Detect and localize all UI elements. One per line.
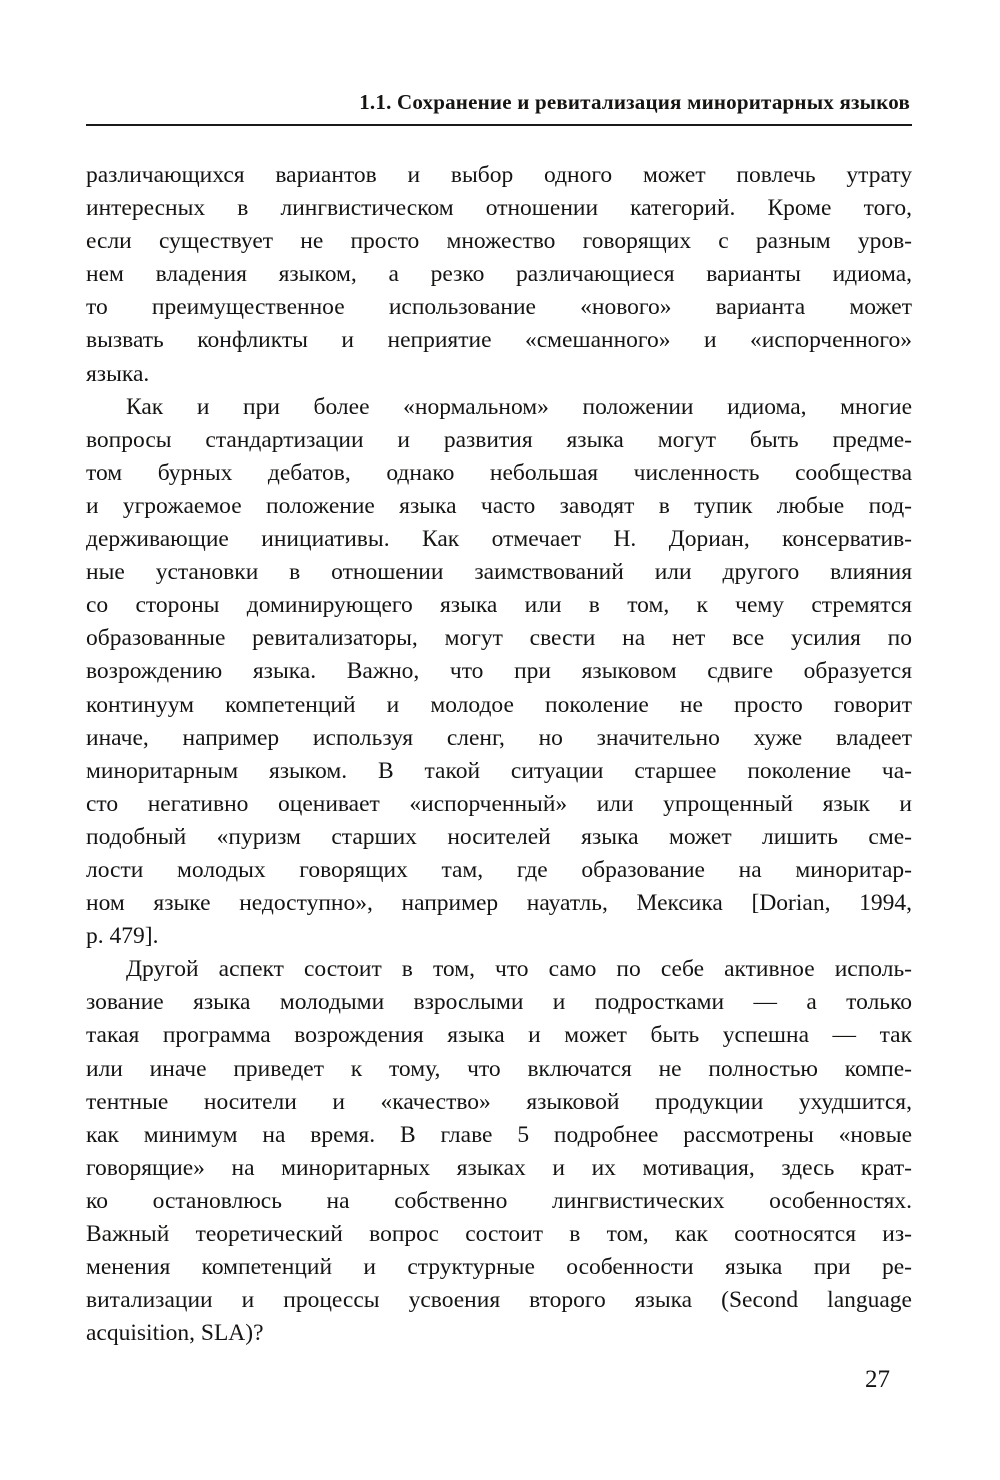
text-line: p. 479]. (86, 923, 159, 950)
text-line: менения компетенций и структурные особенности языка при ре- (86, 1254, 912, 1281)
text-line: различающихся вариантов и выбор одного может повлечь утрату (86, 162, 912, 188)
text-line: тентные носители и «качество» языковой продукции ухудшится, (86, 1088, 912, 1115)
text-line: и угрожаемое положение языка часто заводят в тупик любые под- (86, 492, 912, 519)
text-line: подобный «пуризм старших носителей языка может лишить сме- (86, 823, 912, 850)
text-line: вопросы стандартизации и развития языка могут быть предме- (86, 426, 912, 453)
text-line: нем владения языком, а резко различающиеся варианты идиома, (86, 261, 912, 288)
text-line: языка. (86, 360, 150, 387)
text-line: или иначе приведет к тому, что включатся не полностью компе- (86, 1055, 912, 1082)
text-line: держивающие инициативы. Как отмечает Н. Дориан, консерватив- (86, 526, 912, 553)
text-line: ном языке недоступно», например науатль, Мексика [Dorian, 1994, (86, 890, 912, 917)
text-line: лости молодых говорящих там, где образование на миноритар- (86, 856, 912, 883)
text-line: континуум компетенций и молодое поколение не просто говорит (86, 691, 912, 718)
text-line: том бурных дебатов, однако небольшая численность сообщества (86, 459, 912, 486)
running-head-text: 1.1. Сохранение и ревитализация миноритарных языков (359, 90, 910, 114)
paragraph (86, 953, 912, 1350)
header-rule (86, 124, 912, 126)
text-line: миноритарным языком. В такой ситуации старшее поколение ча- (86, 757, 912, 784)
paragraph (86, 391, 912, 954)
text-line: говорящие» на миноритарных языках и их мотивация, здесь крат- (86, 1154, 912, 1181)
text-line: вызвать конфликты и неприятие «смешанного» и «испорченного» (86, 327, 912, 354)
text-line: иначе, например используя сленг, но значительно хуже владеет (86, 724, 912, 751)
text-line: Другой аспект состоит в том, что само по себе активное исполь- (126, 956, 912, 983)
text-line: сто негативно оценивает «испорченный» или упрощенный язык и (86, 790, 912, 817)
text-line: со стороны доминирующего языка или в том, к чему стремятся (86, 592, 912, 619)
text-line: образованные ревитализаторы, могут свести на нет все усилия по (86, 625, 912, 652)
text-line: acquisition, SLA)? (86, 1320, 264, 1347)
text-line: зование языка молодыми взрослыми и подростками — а только (86, 989, 912, 1016)
text-line: витализации и процессы усвоения второго языка (Second language (86, 1287, 912, 1314)
page-header (86, 90, 912, 115)
text-line: такая программа возрождения языка и может быть успешна — так (86, 1022, 912, 1049)
text-line: возрождению языка. Важно, что при языковом сдвиге образуется (86, 658, 912, 685)
text-line: интересных в лингвистическом отношении категорий. Кроме того, (86, 195, 912, 222)
text-line: то преимущественное использование «нового» варианта может (86, 294, 912, 321)
text-line: ные установки в отношении заимствований или другого влияния (86, 559, 912, 586)
text-line: ко остановлюсь на собственно лингвистических особенностях. (86, 1187, 912, 1214)
text-line: Важный теоретический вопрос состоит в том, как соотносятся из- (86, 1221, 912, 1247)
page-number: 27 (865, 1366, 890, 1393)
body-text (86, 159, 912, 1350)
paragraph (86, 159, 912, 391)
text-line: Как и при более «нормальном» положении идиома, многие (126, 393, 912, 420)
text-line: если существует не просто множество говорящих с разным уров- (86, 228, 912, 255)
text-line: как минимум на время. В главе 5 подробнее рассмотрены «новые (86, 1121, 912, 1148)
